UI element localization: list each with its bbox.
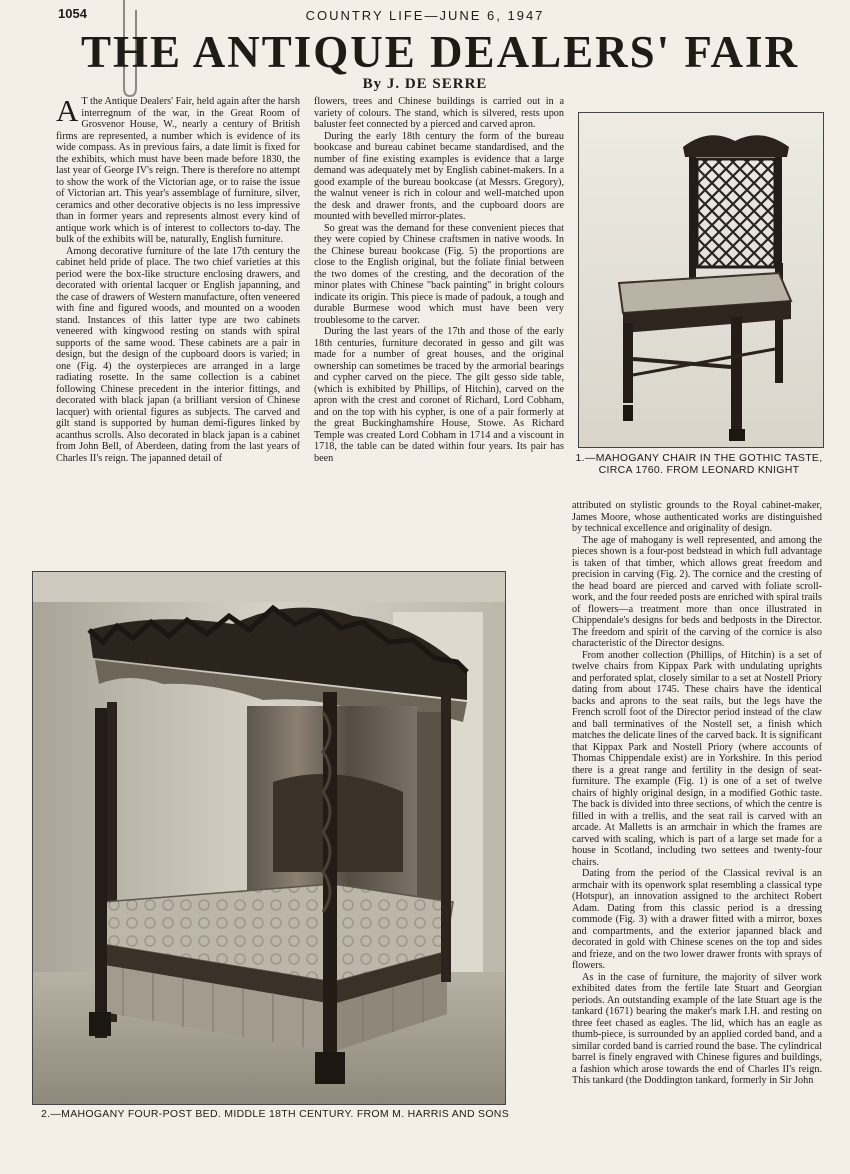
figure-2-bed-photo: [32, 571, 506, 1105]
paragraph: From another collection (Phillips, of Hitchin) is a set of twelve chairs from Kippax Park with undulating uprights and perforated splat, closely similar to a set at Nostell Priory dating from about 1745. These chairs have the identical backs and aprons to the seat rails, but the legs have the French scroll foot of the Director period instead of the claw and ball terminatives of the Nostell set, a finish which matches the delicate lines of the carved back. It is significant that Kippax Park and Nostell Priory (where accounts of Thomas Chippendale exist) are in Yorkshire. In this period there is a great range and fertility in the design of seat-furniture. The example (Fig. 1) is one of a set of twelve chairs of highly original design, in a modified Gothic taste. The back is divided into three sections, of which the centre is filled in with a trellis, and the seat rail is carved with an arcade. At Malletts is an armchair in which the frames are carved with scaling, which is part of a large set made for a house in Scotland, including two settees and twenty-four chairs.: [572, 649, 822, 868]
article-byline: By J. DE SERRE: [362, 76, 488, 92]
text-column-3: [572, 500, 822, 1172]
paragraph: attributed on stylistic grounds to the Royal cabinet-maker, James Moore, whose authenticated works are distinguished by technical excellence and originality of design.: [572, 500, 822, 534]
paragraph: During the early 18th century the form of the bureau bookcase and bureau cabinet became standardised, and the number of fine existing examples is evidence that a large demand was adequately met by English cabinet-makers. In a good example of the bureau bookcase (at Messrs. Gregory), the walnut veneer is rich in colour and well-matched upon the desk and drawer fronts, and the cupboard doors are mounted with bevelled mirror-plates.: [314, 130, 564, 222]
figure-2-caption: 2.—MAHOGANY FOUR-POST BED. MIDDLE 18TH CENTURY. FROM M. HARRIS AND SONS: [40, 1108, 509, 1120]
drop-cap: A: [56, 96, 79, 128]
paragraph: Among decorative furniture of the late 17th century the cabinet held pride of place. The two chief varieties at this period were the box-like structure enclosing drawers, and decorated with oriental lacquer or English japanning, and the case of drawers of Western manufacture, often veneered with fine and figured woods, and mounted on a wooden stand. Instances of this latter type are two cabinets veneered with kingwood resting on stands with spiral supports of the same wood. These cabinets are a pair in design, but the design of the cupboard doors is varied; in one (Fig. 4) the oysterpieces are arranged in a large radiating rosette. In the same collection is a cabinet following Chinese precedent in the interior fittings, and decorated with black japan (a brilliant version of Chinese lacquer) with oriental figures as subjects. The carved and gilt stand is supported by human demi-figures linked by acanthus scrolls. Also decorated in black japan is a cabinet from John Bell, of Aberdeen, dating from the last years of Charles II's reign. The japanned detail of: [56, 245, 300, 464]
article-title: THE ANTIQUE DEALERS' FAIR: [80, 27, 800, 77]
text-column-1: [56, 96, 300, 562]
paragraph: The age of mahogany is well represented, and among the pieces shown is a four-post bedstead in which full advantage is taken of that timber, which allows great freedom and precision in carving (Fig. 2). The cornice and the cresting of the head board are pierced and carved with foliate scroll-work, and the four reeded posts are enriched with spiral trails of flowers—a treatment more than once illustrated in Chippendale's designs for beds and bedposts in the Director. The freedom and spirit of the carving of the cornice is also characteristic of the Director designs.: [572, 534, 822, 649]
page-number: 1054: [58, 6, 87, 21]
running-head: COUNTRY LIFE—JUNE 6, 1947: [305, 8, 545, 23]
paragraph: flowers, trees and Chinese buildings is carried out in a variety of colours. The stand, which is silvered, rests upon baluster feet connected by a pierced and carved apron.: [314, 96, 564, 130]
paragraph: During the last years of the 17th and those of the early 18th centuries, furniture decorated in gesso and gilt was made for a number of great houses, and the original ownership can sometimes be traced by the armorial bearings and cypher carved on the piece. The gilt gesso side table, (which is exhibited by Phillips, of Hitchin), carved on the apron with the crest and coronet of Richard, Lord Cobham, and on the top with his cypher, is one of a pair formerly at the great Buckinghamshire House, Stowe. As Richard Temple was created Lord Cobham in 1714 and a viscount in 1718, the table can be dated within four years. Its pair has been: [314, 326, 564, 464]
paragraph: A T the Antique Dealers' Fair, held again after the harsh interregnum of the war, in the Great Room of Grosvenor House, W., nearly a century of British firms are represented, a number which is evidence of its wide compass. As in previous fairs, a date limit is fixed for the exhibits, which must have been made before 1830, the last year of George IV's reign. There is therefore no attempt to show the work of the Victorian age, or to raise the issue of Victorian art. This year's assemblage of furniture, silver, ceramics and other decorative objects is no less impressive than in former years and represents almost every kind of antique work which is of interest to collectors to-day. The bulk of the exhibits will be, naturally, English furniture.: [56, 96, 300, 245]
text-column-2: [314, 96, 564, 566]
paragraph: Dating from the period of the Classical revival is an armchair with its openwork splat resembling a classical type (Hotspur), an innovation assigned to the architect Robert Adam. Dating from this classic period is a dressing commode (Fig. 3) with a drawer fitted with a mirror, boxes and compartments, and the exterior japanned black and decorated in gold with Chinese scenes on the top and sides and frieze, and on the two lower drawer fronts with sprays of flowers.: [572, 868, 822, 971]
figure-1-caption: 1.—MAHOGANY CHAIR IN THE GOTHIC TASTE, CIRCA 1760. FROM LEONARD KNIGHT: [575, 452, 823, 476]
paragraph: As in the case of furniture, the majority of silver work exhibited dates from the fertile late Stuart and Georgian periods. An outstanding example of the late Stuart age is the tankard (1671) bearing the maker's mark I.H. and resting on three feet chased as eagles. The lid, which has an eagle as thumb-piece, is surrounded by an applied corded band, and a similar corded band is carried round the base. The cylindrical barrel is finely engraved with Chinese figures and buildings, a fashion which arose towards the end of Charles II's reign. This tankard (the Doddington tankard, formerly in Sir John: [572, 971, 822, 1086]
figure-1-chair-photo: [578, 112, 824, 448]
paragraph: So great was the demand for these convenient pieces that they were copied by Chinese craftsmen in native woods. In the Chinese bureau bookcase (Fig. 5) the proportions are close to the English original, but the foliate finial between the two domes of the cresting, and the decoration of the minor plates with Chinese "back painting" in bright colours indicate its origin. This piece is made of padouk, a tough and durable Burmese wood which must have been very troublesome to the carver.: [314, 222, 564, 326]
